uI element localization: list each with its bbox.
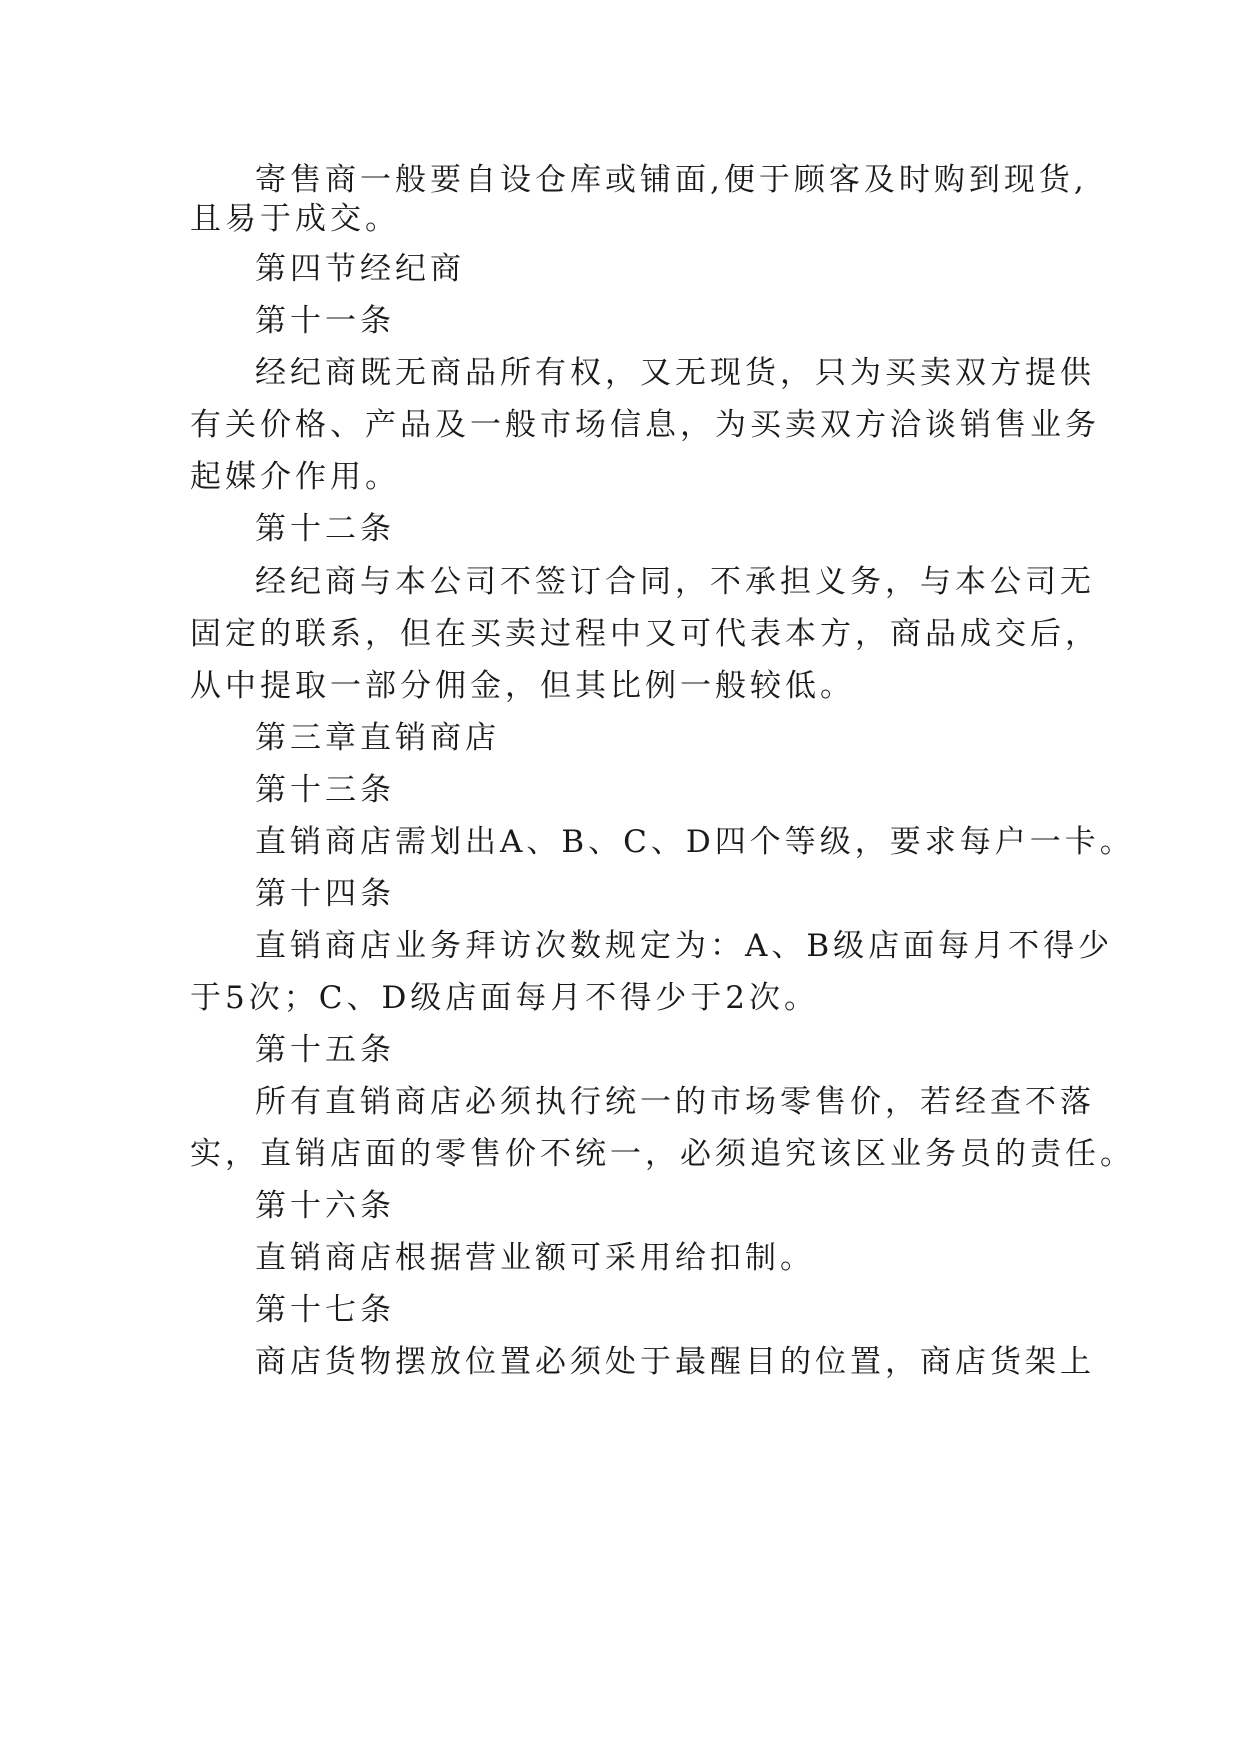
text-line: 寄售商一般要自设仓库或铺面,便于顾客及时购到现货, xyxy=(255,162,1088,198)
text-line: 经纪商与本公司不签订合同，不承担义务，与本公司无 xyxy=(255,564,1095,600)
article-heading: 第十六条 xyxy=(255,1188,395,1224)
text-line: 所有直销商店必须执行统一的市场零售价，若经查不落 xyxy=(255,1084,1095,1120)
article-heading: 第十二条 xyxy=(255,511,395,547)
text-line: 固定的联系，但在买卖过程中又可代表本方，商品成交后， xyxy=(190,616,1100,652)
text-line: 经纪商既无商品所有权，又无现货，只为买卖双方提供 xyxy=(255,355,1095,391)
article-heading: 第十四条 xyxy=(255,876,395,912)
article-heading: 第十三条 xyxy=(255,772,395,808)
article-heading: 第十一条 xyxy=(255,303,395,339)
text-line: 实，直销店面的零售价不统一，必须追究该区业务员的责任。 xyxy=(190,1136,1135,1172)
section-heading: 第四节经纪商 xyxy=(255,251,465,287)
text-line: 于5次；C、D级店面每月不得少于2次。 xyxy=(190,980,820,1016)
text-line: 起媒介作用。 xyxy=(190,459,400,495)
text-line: 且易于成交。 xyxy=(190,201,400,237)
text-line: 直销商店根据营业额可采用给扣制。 xyxy=(255,1240,815,1276)
chapter-heading: 第三章直销商店 xyxy=(255,720,500,756)
text-line: 直销商店业务拜访次数规定为：A、B级店面每月不得少 xyxy=(255,928,1114,964)
text-line: 商店货物摆放位置必须处于最醒目的位置，商店货架上 xyxy=(255,1344,1095,1380)
text-line: 直销商店需划出A、B、C、D四个等级，要求每户一卡。 xyxy=(255,824,1135,860)
article-heading: 第十五条 xyxy=(255,1032,395,1068)
text-line: 从中提取一部分佣金，但其比例一般较低。 xyxy=(190,668,855,704)
text-line: 有关价格、产品及一般市场信息，为买卖双方洽谈销售业务 xyxy=(190,407,1100,443)
article-heading: 第十七条 xyxy=(255,1292,395,1328)
